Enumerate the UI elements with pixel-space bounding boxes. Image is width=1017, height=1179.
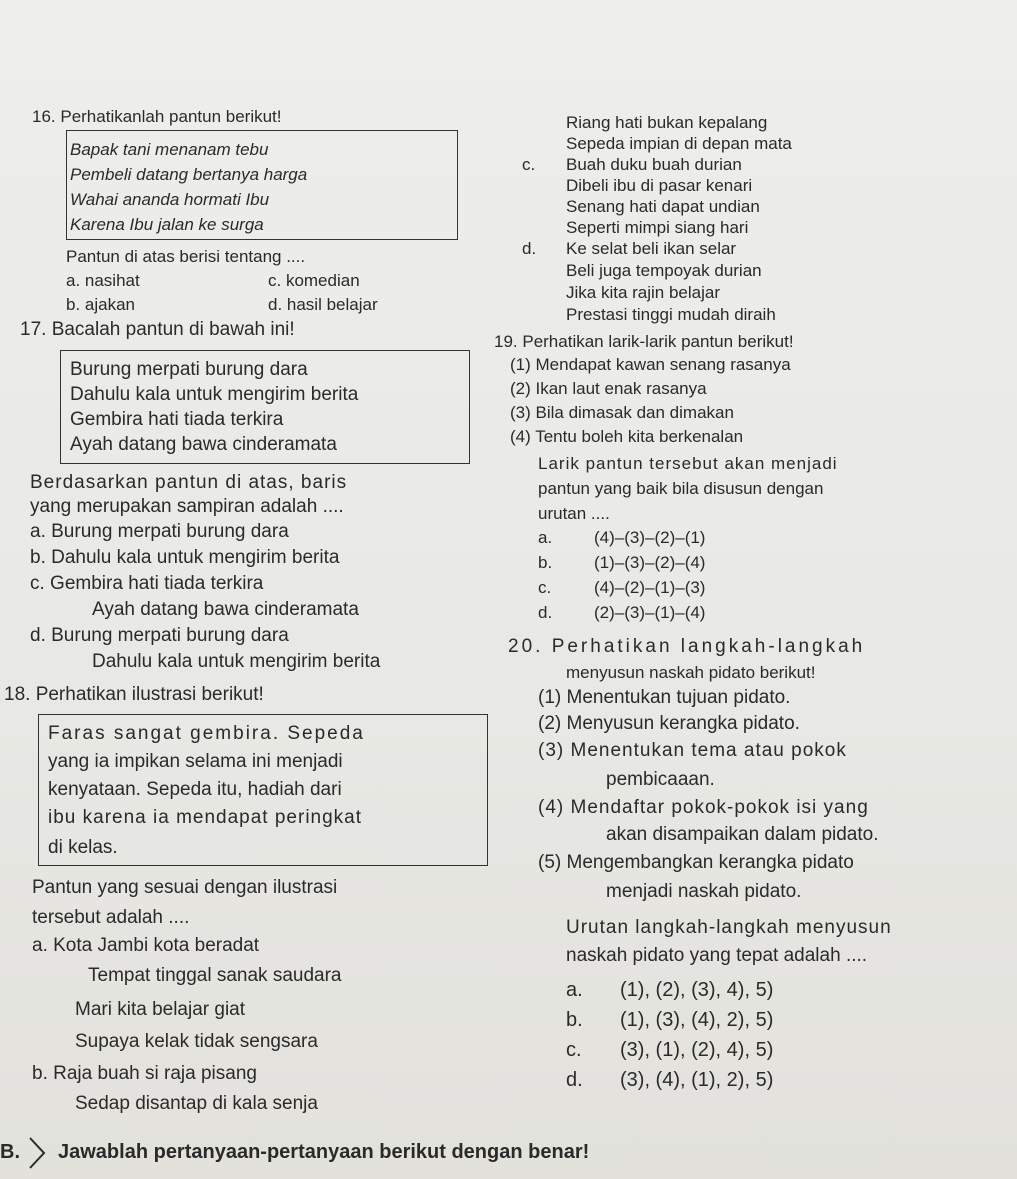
q19-option-label: a. xyxy=(538,528,553,547)
chevron-right-icon xyxy=(26,1136,48,1170)
q16-option-d-line: Beli juga tempoyak durian xyxy=(566,261,762,280)
q16-option: c. komedian xyxy=(268,271,360,290)
section-b-title: Jawablah pertanyaan-pertanyaan berikut dengan benar! xyxy=(58,1141,590,1163)
q20-step: (1) Menentukan tujuan pidato. xyxy=(538,687,791,708)
q17-pantun-line: Burung merpati burung dara xyxy=(70,359,308,380)
q17-question: Berdasarkan pantun di atas, baris xyxy=(30,472,348,493)
q16-option: b. ajakan xyxy=(66,295,135,314)
q16-option-b-line: Riang hati bukan kepalang xyxy=(566,113,768,132)
q19-option-value: (1)–(3)–(2)–(4) xyxy=(594,553,706,572)
q19-option-value: (4)–(3)–(2)–(1) xyxy=(594,528,706,547)
q16-option-d-line: Jika kita rajin belajar xyxy=(566,283,721,302)
q19-option-value: (4)–(2)–(1)–(3) xyxy=(594,578,706,597)
q16-option-b-line: Sepeda impian di depan mata xyxy=(566,134,792,153)
q19-option-label: b. xyxy=(538,553,553,572)
q17-pantun-line: Dahulu kala untuk mengirim berita xyxy=(70,384,359,405)
q16-question: Pantun di atas berisi tentang .... xyxy=(66,247,306,266)
q20-step: pembicaaan. xyxy=(606,769,715,790)
q19-item: (2) Ikan laut enak rasanya xyxy=(510,379,707,398)
q17-pantun-line: Gembira hati tiada terkira xyxy=(70,409,284,430)
q16-option-d-label: d. xyxy=(522,239,537,258)
q17-option: a. Burung merpati burung dara xyxy=(30,521,289,542)
q20-step: (3) Menentukan tema atau pokok xyxy=(538,740,847,761)
q16-option-d-line: Prestasi tinggi mudah diraih xyxy=(566,305,776,324)
q17-option: Dahulu kala untuk mengirim berita xyxy=(92,651,381,672)
q20-option-value: (1), (2), (3), 4), 5) xyxy=(620,979,774,1001)
q18-box-line: kenyataan. Sepeda itu, hadiah dari xyxy=(48,779,342,800)
q16-pantun-line: Wahai ananda hormati Ibu xyxy=(70,190,270,209)
q20-question: naskah pidato yang tepat adalah .... xyxy=(566,945,868,966)
q19-option-label: c. xyxy=(538,578,552,597)
q18-intro: 18. Perhatikan ilustrasi berikut! xyxy=(4,684,264,705)
q20-step: (4) Mendaftar pokok-pokok isi yang xyxy=(538,797,869,818)
q16-pantun-line: Bapak tani menanam tebu xyxy=(70,140,269,159)
q18-option: Mari kita belajar giat xyxy=(75,999,246,1020)
q20-option-label: d. xyxy=(566,1069,583,1091)
q16-pantun-line: Karena Ibu jalan ke surga xyxy=(70,215,264,234)
q19-option-label: d. xyxy=(538,603,553,622)
q19-intro: 19. Perhatikan larik-larik pantun berikut! xyxy=(494,332,794,351)
q18-question: Pantun yang sesuai dengan ilustrasi xyxy=(32,877,338,898)
q20-step: (5) Mengembangkan kerangka pidato xyxy=(538,852,854,873)
q18-option: Tempat tinggal sanak saudara xyxy=(88,965,342,986)
section-b-label: B. xyxy=(0,1141,20,1163)
q20-step: (2) Menyusun kerangka pidato. xyxy=(538,713,800,734)
q16-option: d. hasil belajar xyxy=(268,295,378,314)
q20-step: menjadi naskah pidato. xyxy=(606,881,802,902)
q16-option-c-line: Seperti mimpi siang hari xyxy=(566,218,749,237)
q16-option-c-line: Dibeli ibu di pasar kenari xyxy=(566,176,753,195)
q18-box-line: ibu karena ia mendapat peringkat xyxy=(48,807,363,828)
q18-option: Sedap disantap di kala senja xyxy=(75,1093,318,1114)
q17-option: d. Burung merpati burung dara xyxy=(30,625,289,646)
q18-box-line: yang ia impikan selama ini menjadi xyxy=(48,751,343,772)
q18-box-line: Faras sangat gembira. Sepeda xyxy=(48,723,365,744)
q16-option-c-line: Buah duku buah durian xyxy=(566,155,742,174)
q16-intro: 16. Perhatikanlah pantun berikut! xyxy=(32,107,282,126)
q19-item: (3) Bila dimasak dan dimakan xyxy=(510,403,734,422)
q17-option: c. Gembira hati tiada terkira xyxy=(30,573,264,594)
q18-box-line: di kelas. xyxy=(48,837,118,858)
q20-option-label: c. xyxy=(566,1039,582,1061)
q20-intro: menyusun naskah pidato berikut! xyxy=(566,663,816,682)
q20-option-value: (3), (4), (1), 2), 5) xyxy=(620,1069,774,1091)
q16-option-c-line: Senang hati dapat undian xyxy=(566,197,760,216)
q19-question: pantun yang baik bila disusun dengan xyxy=(538,479,824,498)
q17-pantun-line: Ayah datang bawa cinderamata xyxy=(70,434,337,455)
q16-option-d-line: Ke selat beli ikan selar xyxy=(566,239,737,258)
q17-intro: 17. Bacalah pantun di bawah ini! xyxy=(20,319,295,340)
q19-question: Larik pantun tersebut akan menjadi xyxy=(538,454,838,473)
q20-step: akan disampaikan dalam pidato. xyxy=(606,824,879,845)
q20-intro: 20. Perhatikan langkah-langkah xyxy=(508,636,866,657)
q19-item: (1) Mendapat kawan senang rasanya xyxy=(510,355,791,374)
q16-pantun-line: Pembeli datang bertanya harga xyxy=(70,165,308,184)
q17-question: yang merupakan sampiran adalah .... xyxy=(30,496,344,517)
q19-item: (4) Tentu boleh kita berkenalan xyxy=(510,427,744,446)
q19-question: urutan .... xyxy=(538,504,610,523)
q16-option-c-label: c. xyxy=(522,155,536,174)
q18-question: tersebut adalah .... xyxy=(32,907,190,928)
q19-option-value: (2)–(3)–(1)–(4) xyxy=(594,603,706,622)
q18-option: a. Kota Jambi kota beradat xyxy=(32,935,260,956)
q17-option: Ayah datang bawa cinderamata xyxy=(92,599,359,620)
q20-option-label: b. xyxy=(566,1009,583,1031)
q16-option: a. nasihat xyxy=(66,271,140,290)
q20-option-value: (1), (3), (4), 2), 5) xyxy=(620,1009,774,1031)
q20-question: Urutan langkah-langkah menyusun xyxy=(566,917,892,938)
q17-option: b. Dahulu kala untuk mengirim berita xyxy=(30,547,340,568)
q18-option: b. Raja buah si raja pisang xyxy=(32,1063,257,1084)
q20-option-value: (3), (1), (2), 4), 5) xyxy=(620,1039,774,1061)
q18-option: Supaya kelak tidak sengsara xyxy=(75,1031,318,1052)
q20-option-label: a. xyxy=(566,979,583,1001)
